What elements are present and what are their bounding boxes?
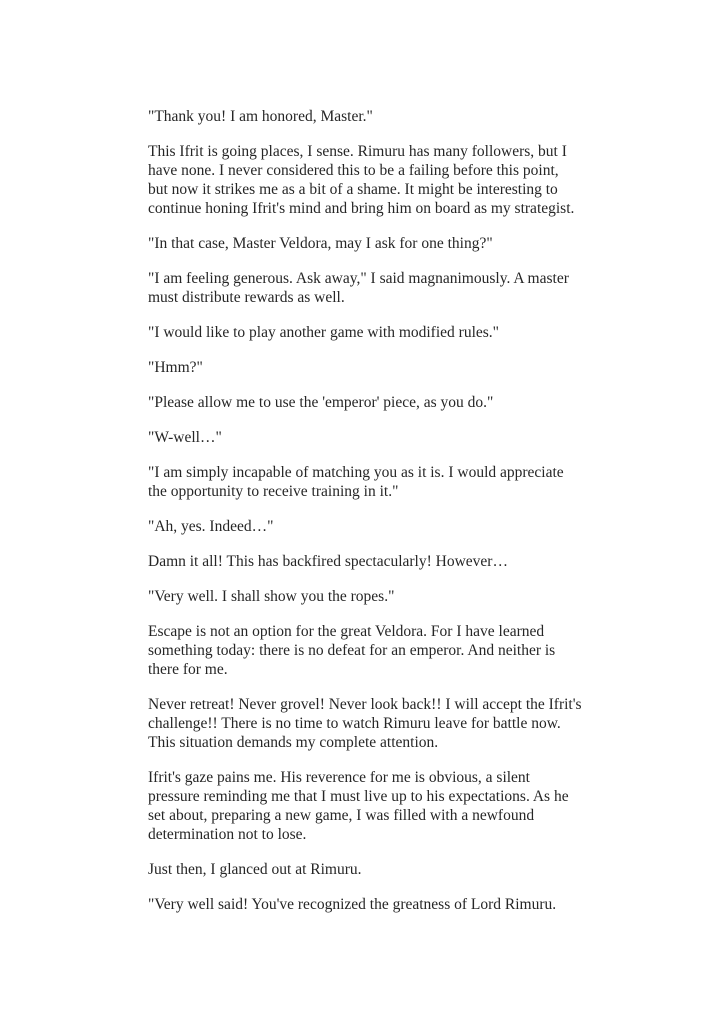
paragraph: "I would like to play another game with modified rules." <box>148 324 499 341</box>
paragraph: "Hmm?" <box>148 359 203 376</box>
paragraph: Never retreat! Never grovel! Never look back!! I will accept the Ifrit's challenge!! There is no time to watch Rimuru leave for battle now. This situation demands my complete attention. <box>148 696 582 751</box>
paragraph: "Very well. I shall show you the ropes." <box>148 588 395 605</box>
paragraph: "Very well said! You've recognized the greatness of Lord Rimuru. <box>148 896 557 913</box>
paragraph: "I am feeling generous. Ask away," I said magnanimously. A master must distribute rewards as well. <box>148 270 569 306</box>
paragraph: "W-well…" <box>148 429 222 446</box>
text-column <box>148 107 582 930</box>
paragraph: Escape is not an option for the great Veldora. For I have learned something today: there is no defeat for an emperor. And neither is there for me. <box>148 623 556 678</box>
paragraph: "Thank you! I am honored, Master." <box>148 108 373 125</box>
paragraph: Ifrit's gaze pains me. His reverence for me is obvious, a silent pressure reminding me that I must live up to his expectations. As he set about, preparing a new game, I was filled with a newfound determination not to lose. <box>148 769 569 843</box>
paragraph: "Please allow me to use the 'emperor' piece, as you do." <box>148 394 494 411</box>
paragraph: Damn it all! This has backfired spectacularly! However… <box>148 553 508 570</box>
paragraph: Just then, I glanced out at Rimuru. <box>148 861 362 878</box>
paragraph: "In that case, Master Veldora, may I ask for one thing?" <box>148 235 493 252</box>
paragraph: "Ah, yes. Indeed…" <box>148 518 274 535</box>
paragraph: This Ifrit is going places, I sense. Rimuru has many followers, but I have none. I never considered this to be a failing before this point, but now it strikes me as a bit of a shame. It might be interesting to continue honing Ifrit's mind and bring him on board as my strategist. <box>148 143 575 217</box>
paragraph: "I am simply incapable of matching you as it is. I would appreciate the opportunity to receive training in it." <box>148 464 564 500</box>
